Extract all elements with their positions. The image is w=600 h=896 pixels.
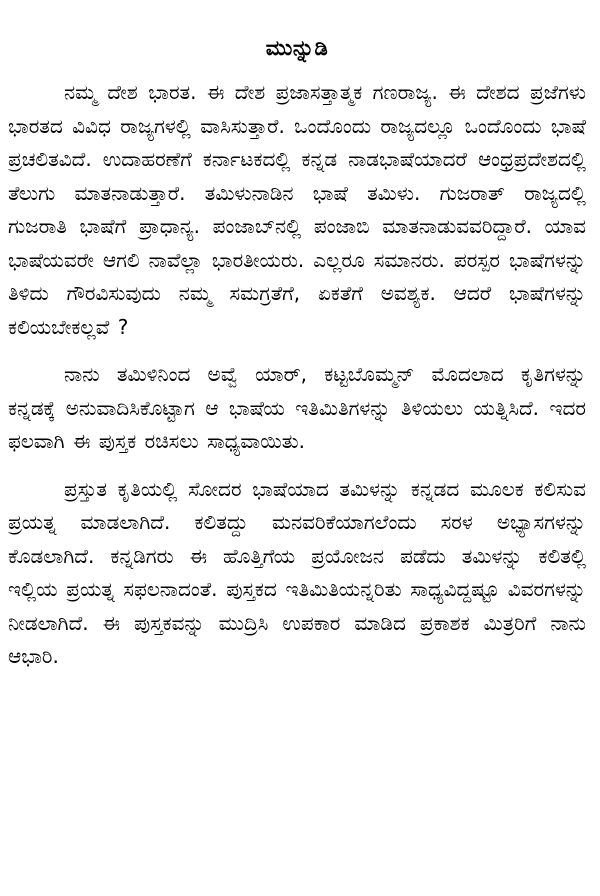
paragraph-2: ನಾನು ತಮಿಳಿನಿಂದ ಅವ್ವೆ ಯಾರ್, ಕಟ್ಟಬೊಮ್ಮನ್ ಮೊದಲಾದ ಕೃತಿಗಳನ್ನು ಕನ್ನಡಕ್ಕೆ ಅನುವಾದಿಸಿಕೊಟ್ಟಾಗ ಆ ಭಾಷೆಯ ಇತಿಮಿತಿಗಳನ್ನು ತಿಳಿಯಲು ಯತ್ನಿಸಿದೆ. ಇದರ ಫಲವಾಗಿ ಈ ಪುಸ್ತಕ ರಚಿಸಲು ಸಾಧ್ಯವಾಯಿತು. (8, 362, 586, 453)
paragraph-1: ನಮ್ಮ ದೇಶ ಭಾರತ. ಈ ದೇಶ ಪ್ರಜಾಸತ್ತಾತ್ಮಕ ಗಣರಾಜ್ಯ. ಈ ದೇಶದ ಪ್ರಜೆಗಳು ಭಾರತದ ವಿವಿಧ ರಾಜ್ಯಗಳಲ್ಲಿ ವಾಸಿಸುತ್ತಾರೆ. ಒಂದೊಂದು ರಾಜ್ಯದಲ್ಲೂ ಒಂದೊಂದು ಭಾಷೆ ಪ್ರಚಲಿತವಿದೆ. ಉದಾಹರಣೆಗೆ ಕರ್ನಾಟಕದಲ್ಲಿ ಕನ್ನಡ ನಾಡಭಾಷೆಯಾದರೆ ಆಂಧ್ರಪ್ರದೇಶದಲ್ಲಿ ತೆಲುಗು ಮಾತನಾಡುತ್ತಾರೆ. ತಮಿಳುನಾಡಿನ ಭಾಷೆ ತಮಿಳು. ಗುಜರಾತ್ ರಾಜ್ಯದಲ್ಲಿ ಗುಜರಾತಿ ಭಾಷೆಗೆ ಪ್ರಾಧಾನ್ಯ. ಪಂಜಾಬ್‌ನಲ್ಲಿ ಪಂಜಾಬಿ ಮಾತನಾಡುವವರಿದ್ದಾರೆ. ಯಾವ ಭಾಷೆಯವರೇ ಆಗಲಿ ನಾವೆಲ್ಲಾ ಭಾರತೀಯರು. ಎಲ್ಲರೂ ಸಮಾನರು. ಪರಸ್ಪರ ಭಾಷೆಗಳನ್ನು ತಿಳಿದು ಗೌರವಿಸುವುದು ನಮ್ಮ ಸಮಗ್ರತೆಗೆ, ಏಕತೆಗೆ ಅವಶ್ಯಕ. ಆದರೆ ಭಾಷೆಗಳನ್ನು ಕಲಿಯಬೇಕಲ್ಲವೆ ? (8, 80, 586, 339)
paragraph-3: ಪ್ರಸ್ತುತ ಕೃತಿಯಲ್ಲಿ ಸೋದರ ಭಾಷೆಯಾದ ತಮಿಳನ್ನು ಕನ್ನಡದ ಮೂಲಕ ಕಲಿಸುವ ಪ್ರಯತ್ನ ಮಾಡಲಾಗಿದೆ. ಕಲಿತದ್ದು ಮನವರಿಕೆಯಾಗಲೆಂದು ಸರಳ ಅಭ್ಯಾಸಗಳನ್ನು ಕೊಡಲಾಗಿದೆ. ಕನ್ನಡಿಗರು ಈ ಹೊತ್ತಿಗೆಯ ಪ್ರಯೋಜನ ಪಡೆದು ತಮಿಳನ್ನು ಕಲಿತಲ್ಲಿ ಇಲ್ಲಿಯ ಪ್ರಯತ್ನ ಸಫಲನಾದಂತೆ. ಪುಸ್ತಕದ ಇತಿಮಿತಿಯನ್ನರಿತು ಸಾಧ್ಯವಿದ್ದಷ್ಟೂ ವಿವರಗಳನ್ನು ನೀಡಲಾಗಿದೆ. ಈ ಪುಸ್ತಕವನ್ನು ಮುದ್ರಿಸಿ ಉಪಕಾರ ಮಾಡಿದ ಪ್ರಕಾಶಕ ಮಿತ್ರರಿಗೆ ನಾನು ಆಭಾರಿ. (8, 476, 586, 668)
page-title: ಮುನ್ನುಡಿ (265, 36, 329, 60)
